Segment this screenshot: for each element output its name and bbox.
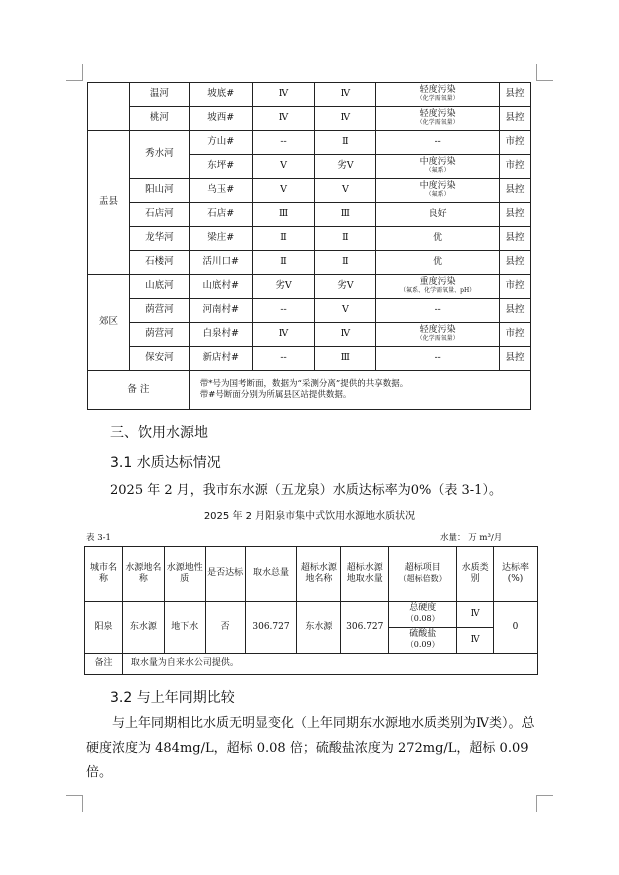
table-row: 荫营河 河南村# -- Ⅴ -- 县控 — [88, 299, 531, 323]
table-row: 龙华河 梁庄# Ⅱ Ⅱ 优 县控 — [88, 227, 531, 251]
pollution-cell: 重度污染 （氟系、化学需氧量、pH） — [376, 275, 500, 299]
table-label: 表 3-1 — [86, 533, 111, 543]
table-row: 郊区 山底河 山底村# 劣Ⅴ 劣Ⅴ 重度污染 （氟系、化学需氧量、pH） 市控 — [88, 275, 531, 299]
pollution-cell: 优 — [376, 227, 500, 251]
table-row: 温河 坡底# Ⅳ Ⅳ 轻度污染 （化学需氧量） 县控 — [88, 83, 531, 107]
section-heading: 三、饮用水源地 — [110, 425, 208, 441]
table-header-row: 城市名称 水源地名称 水源地性质 是否达标 取水总量 超标水源地名称 超标水源地取水量 超标项目 （超标倍数） 水质类别 达标率(%) — [85, 547, 538, 602]
table-row: 桃河 坡西# Ⅳ Ⅳ 轻度污染 （化学需氧量） 县控 — [88, 107, 531, 131]
pollution-cell: -- — [376, 299, 500, 323]
table-row: 东坪# Ⅴ 劣Ⅴ 中度污染 （氟系） 市控 — [88, 155, 531, 179]
table-row: 阳泉 东水源 地下水 否 306.727 东水源 306.727 总硬度 （0.08） Ⅳ 0 — [85, 602, 538, 628]
exceed-item-cell: 硫酸盐 （0.09） — [389, 628, 457, 654]
note-label: 备 注 — [88, 371, 190, 410]
subsection-heading: 3.1 水质达标情况 — [110, 455, 221, 471]
pollution-cell: 良好 — [376, 203, 500, 227]
region-cell — [88, 83, 130, 131]
subsection-heading: 3.2 与上年同期比较 — [110, 690, 235, 706]
pollution-cell: 中度污染 （氟系） — [376, 179, 500, 203]
crop-mark-top-right — [536, 64, 553, 81]
pollution-cell: -- — [376, 131, 500, 155]
river-quality-table — [87, 82, 531, 410]
pollution-cell: 轻度污染 （化学需氧量） — [376, 107, 500, 131]
table-row: 保安河 新店村# -- Ⅲ -- 县控 — [88, 347, 531, 371]
table-note-row — [88, 371, 531, 410]
pollution-cell: -- — [376, 347, 500, 371]
table-title: 2025 年 2 月阳泉市集中式饮用水源地水质状况 — [203, 511, 416, 522]
table-row: 荫营河 白泉村# Ⅳ Ⅳ 轻度污染 （化学需氧量） 市控 — [88, 323, 531, 347]
crop-mark-top-left — [66, 64, 83, 81]
table-note-row: 备注 取水量为自来水公司提供。 — [85, 654, 538, 675]
note-text: 带*号为国考断面，数据为“采测分离”提供的共享数据。 带#号断面分别为所属县区站提供数据。 — [189, 371, 530, 410]
drinking-water-table — [84, 546, 538, 675]
table-row: 阳山河 乌玉# Ⅴ Ⅴ 中度污染 （氟系） 县控 — [88, 179, 531, 203]
paragraph: 2025 年 2 月，我市东水源（五龙泉）水质达标率为0%（表 3-1）。 — [110, 483, 502, 498]
paragraph: 与上年同期相比水质无明显变化（上年同期东水源地水质类别为Ⅳ类）。总硬度浓度为 484mg/L，超标 0.08 倍；硫酸盐浓度为 272mg/L，超标 0.09 倍。 — [86, 716, 535, 780]
pollution-cell: 优 — [376, 251, 500, 275]
pollution-cell: 轻度污染 （化学需氧量） — [376, 323, 500, 347]
exceed-item-cell: 总硬度 （0.08） — [389, 602, 457, 628]
table-row: 硫酸盐 （0.09） Ⅳ — [85, 628, 538, 654]
region-cell-jiaoqu: 郊区 — [88, 275, 130, 371]
header-exceed-item: 超标项目 （超标倍数） — [389, 547, 457, 602]
region-cell-yuxian: 盂县 — [88, 131, 130, 275]
table-unit: 水量： 万 m³/月 — [440, 533, 503, 543]
table-row: 石楼河 活川口# Ⅱ Ⅱ 优 县控 — [88, 251, 531, 275]
table-row: 石店河 石店# Ⅲ Ⅲ 良好 县控 — [88, 203, 531, 227]
pollution-cell: 轻度污染 （化学需氧量） — [376, 83, 500, 107]
pollution-cell: 中度污染 （氟系） — [376, 155, 500, 179]
crop-mark-bottom-left — [66, 795, 83, 812]
crop-mark-bottom-right — [536, 795, 553, 812]
table-row: 盂县 秀水河 方山# -- Ⅱ -- 市控 — [88, 131, 531, 155]
